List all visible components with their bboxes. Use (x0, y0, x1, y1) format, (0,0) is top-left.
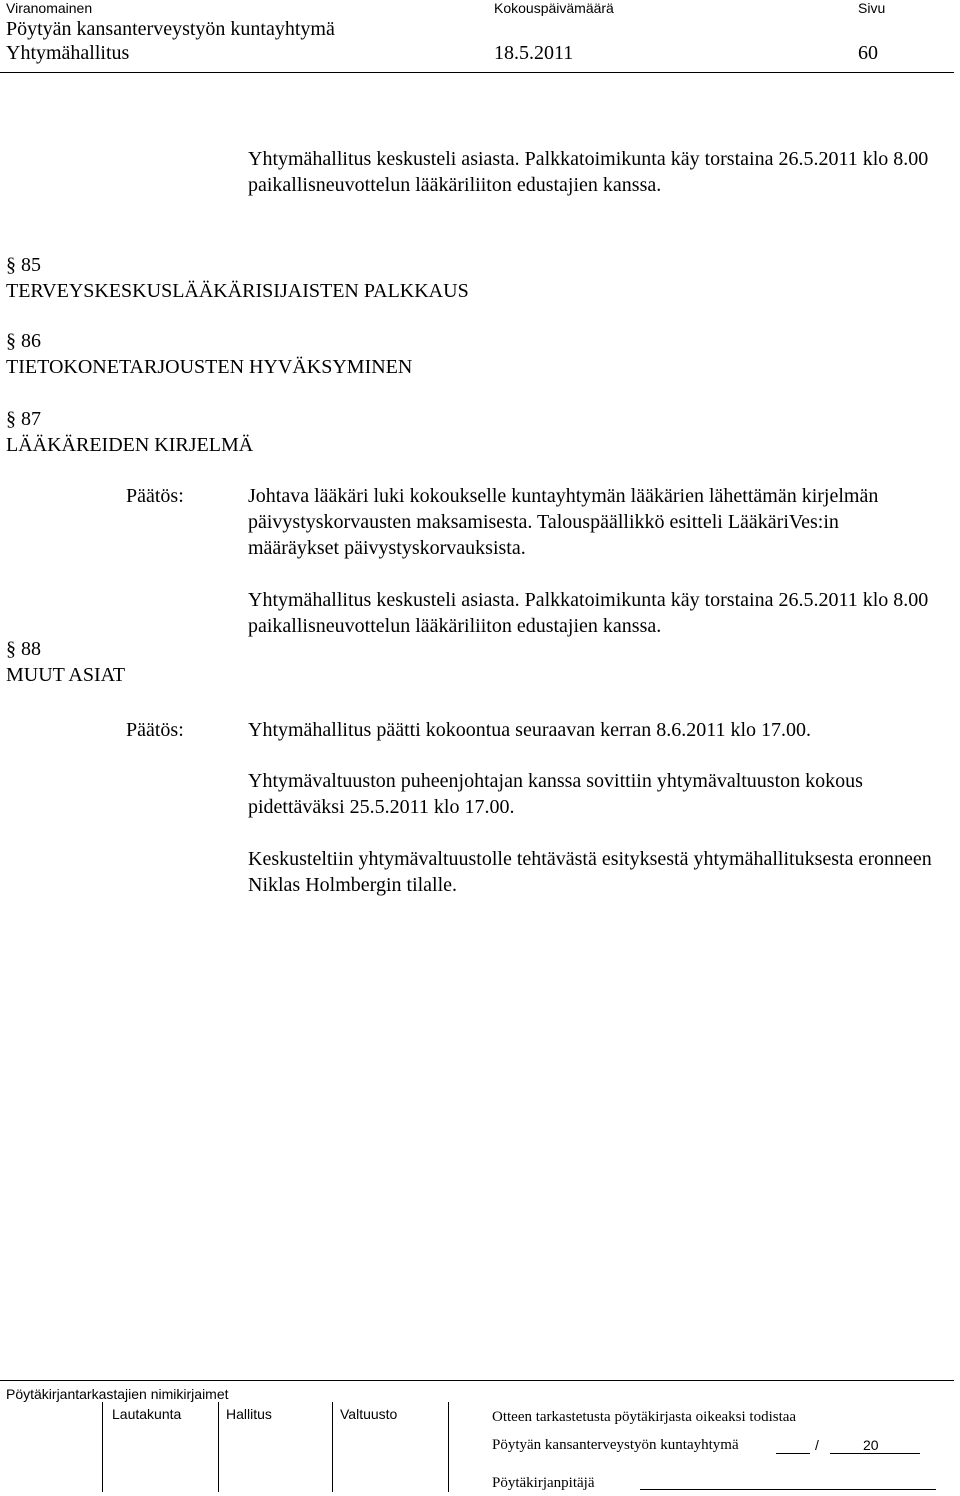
footer-divider-2 (218, 1402, 219, 1492)
section-85 (6, 252, 469, 304)
footer-col-hallitus: Hallitus (226, 1406, 272, 1422)
header-page-label: Sivu (858, 0, 886, 16)
header-body: Yhtymähallitus (6, 42, 130, 64)
s88-paragraph-3: Keskusteltiin yhtymävaltuustolle tehtävästä esityksestä yhtymähallituksesta eronneen Niklas Holmbergin tilalle. (248, 848, 932, 896)
section-87-title: LÄÄKÄREIDEN KIRJELMÄ (6, 434, 254, 456)
s88-paragraph-2: Yhtymävaltuuston puheenjohtajan kanssa sovittiin yhtymävaltuuston kokous pidettäväksi 25.5.2011 klo 17.00. (248, 770, 863, 818)
header-authority-label: Viranomainen (6, 0, 93, 16)
header-date: 18.5.2011 (494, 42, 574, 64)
section-88-number: § 88 (6, 638, 41, 660)
footer-year-suffix: 20 (863, 1437, 879, 1453)
intro-paragraph: Yhtymähallitus keskusteli asiasta. Palkkatoimikunta käy torstaina 26.5.2011 klo 8.00 paikallisneuvottelun lääkäriliiton edustajien kanssa. (248, 148, 929, 196)
section-88 (6, 636, 125, 688)
footer-keeper-label: Pöytäkirjanpitäjä (492, 1475, 595, 1491)
section-87-number: § 87 (6, 408, 41, 430)
footer-divider-3 (332, 1402, 333, 1492)
footer-certify-text: Otteen tarkastetusta pöytäkirjasta oikeaksi todistaa (492, 1409, 797, 1425)
s87-decision-label: Päätös: (126, 485, 184, 507)
section-86 (6, 328, 412, 380)
s88-paragraph-1: Yhtymähallitus päätti kokoontua seuraavan kerran 8.6.2011 klo 17.00. (248, 719, 812, 741)
s87-paragraph-2: Yhtymähallitus keskusteli asiasta. Palkkatoimikunta käy torstaina 26.5.2011 klo 8.00 paikallisneuvottelun lääkäriliiton edustajien kanssa. (248, 589, 929, 637)
footer-slash: / (815, 1437, 819, 1453)
footer-col-lautakunta: Lautakunta (112, 1406, 182, 1422)
section-85-number: § 85 (6, 254, 41, 276)
footer-divider-1 (102, 1402, 103, 1492)
header-rule (0, 72, 954, 73)
section-86-title: TIETOKONETARJOUSTEN HYVÄKSYMINEN (6, 356, 413, 378)
header-meeting-date-label: Kokouspäivämäärä (494, 0, 614, 16)
header-organization: Pöytyän kansanterveystyön kuntayhtymä (6, 18, 335, 40)
footer-col-valtuusto: Valtuusto (340, 1406, 398, 1422)
section-85-title: TERVEYSKESKUSLÄÄKÄRISIJAISTEN PALKKAUS (6, 280, 469, 302)
footer-month-blank (830, 1453, 920, 1454)
section-86-number: § 86 (6, 330, 41, 352)
section-88-title: MUUT ASIAT (6, 664, 126, 686)
footer-organization: Pöytyän kansanterveystyön kuntayhtymä (492, 1437, 739, 1453)
footer-signatures-title: Pöytäkirjantarkastajien nimikirjaimet (6, 1386, 229, 1402)
footer-keeper-signature-line (640, 1489, 936, 1490)
footer-divider-4 (448, 1402, 449, 1492)
footer-day-blank (776, 1453, 810, 1454)
section-87 (6, 406, 253, 458)
header-page-number: 60 (858, 42, 878, 64)
s88-decision-label: Päätös: (126, 719, 184, 741)
footer-rule (0, 1380, 954, 1381)
s87-paragraph-1: Johtava lääkäri luki kokoukselle kuntayhtymän lääkärien lähettämän kirjelmän päivystyskorvausten maksamisesta. Talouspäällikkö esitteli LääkäriVes:in määräykset päivystyskorvauksista. (248, 485, 879, 559)
